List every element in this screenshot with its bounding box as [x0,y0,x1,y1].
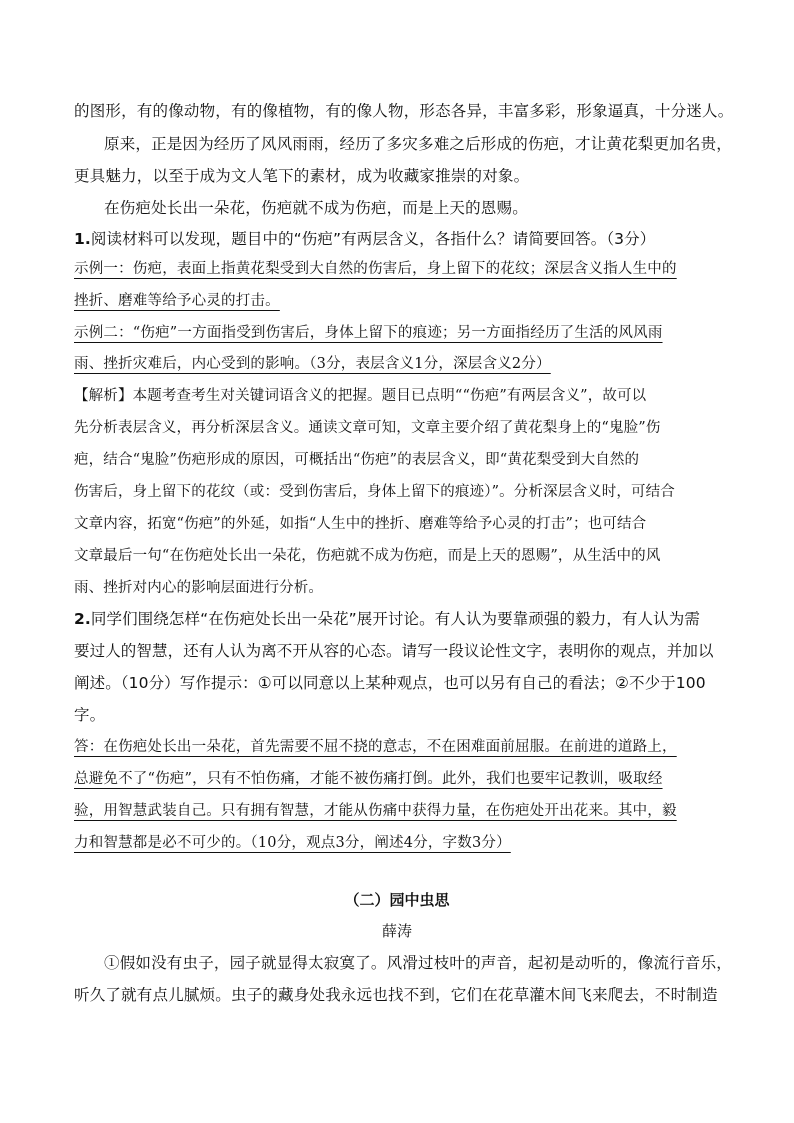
answer-example-1-line [74,290,720,312]
answer-text: 验，用智慧武装自己。只有拥有智慧，才能从伤痛中获得力量，在伤疤处开出花来。其中，毅 [74,803,677,819]
answer-line [74,736,720,758]
analysis-line: 文章最后一句“在伤疤处长出一朵花，伤疤就不成为伤疤，而是上天的恩赐”，从生活中的风 [74,548,661,564]
answer-example-1-line [74,258,720,280]
question-1 [74,228,720,250]
answer-line [74,768,720,790]
question-2-line: 要过人的智慧，还有人认为离不开从容的心态。请写一段议论性文字，表明你的观点，并加以 [74,642,714,660]
answer-text: 挫折、磨难等给予心灵的打击。 [74,293,280,309]
question-text: 同学们围绕怎样“在伤疤处长出一朵花”展开讨论。有人认为要靠顽强的毅力，有人认为需 [90,610,700,628]
answer-text: 示例二：“伤疤”一方面指受到伤害后，身体上留下的痕迹；另一方面指经历了生活的风风雨 [74,325,663,341]
answer-text: 示例一：伤疤，表面上指黄花梨受到大自然的伤害后，身上留下的花纹；深层含义指人生中的 [74,261,677,277]
passage-line: 更具魅力，以至于成为文人笔下的素材，成为收藏家推崇的对象。 [74,167,530,185]
analysis-line: 文章内容，拓宽“伤疤”的外延，如指“人生中的挫折、磨难等给予心灵的打击”；也可结合 [74,516,647,532]
passage-line: 的图形，有的像动物，有的像植物，有的像人物，形态各异，丰富多彩，形象逼真，十分迷人。 [74,102,734,120]
question-number: 1. [74,230,91,248]
answer-line [74,832,720,854]
passage-line: 原来，正是因为经历了风风雨雨，经历了多灾多难之后形成的伤疤，才让黄花梨更加名贵， [104,135,733,153]
answer-text: 力和智慧都是必不可少的。（10分，观点3分，阐述4分，字数3分） [74,835,511,851]
answer-text: 答：在伤疤处长出一朵花，首先需要不屈不挠的意志，不在困难面前屈服。在前进的道路上， [74,739,677,755]
section-author: 薛涛 [381,922,412,940]
passage-line: ①假如没有虫子，园子就显得太寂寞了。风滑过枝叶的声音，起初是动听的，像流行音乐， [104,954,733,972]
answer-example-2-line [74,353,720,375]
question-2 [74,608,720,630]
analysis-line: 先分析表层含义，再分析深层含义。通读文章可知，文章主要介绍了黄花梨身上的“鬼脸”伤 [74,420,661,436]
question-text: 阅读材料可以发现，题目中的“伤疤”有两层含义，各指什么？请简要回答。（3分） [90,230,656,248]
analysis-line: 【解析】本题考查考生对关键词语含义的把握。题目已点明““伤疤”有两层含义”，故可以 [74,388,647,404]
analysis-line: 雨、挫折对内心的影响层面进行分析。 [74,580,324,596]
question-2-line: 字。 [74,706,106,724]
answer-text: 总避免不了“伤疤”，只有不怕伤痛，才能不被伤痛打倒。此外，我们也要牢记教训，吸取经 [74,771,663,787]
question-2-line: 阐述。（10分）写作提示：①可以同意以上某种观点，也可以另有自己的看法；②不少于100 [74,674,706,692]
question-number: 2. [74,610,91,628]
answer-text: 雨、挫折灾难后，内心受到的影响。（3分，表层含义1分，深层含义2分） [74,356,551,372]
analysis-line: 伤害后，身上留下的花纹（或：受到伤害后，身体上留下的痕迹）”。分析深层含义时，可结合 [74,484,675,500]
answer-line [74,800,720,822]
answer-example-2-line [74,322,720,344]
section-title: （二）园中虫思 [344,891,450,909]
analysis-line: 疤，结合“鬼脸”伤疤形成的原因，可概括出“伤疤”的表层含义，即“黄花梨受到大自然的 [74,452,640,468]
passage-line: 听久了就有点儿腻烦。虫子的藏身处我永远也找不到，它们在花草灌木间飞来爬去，不时制造 [74,986,718,1004]
passage-line: 在伤疤处长出一朵花，伤疤就不成为伤疤，而是上天的恩赐。 [104,199,528,217]
